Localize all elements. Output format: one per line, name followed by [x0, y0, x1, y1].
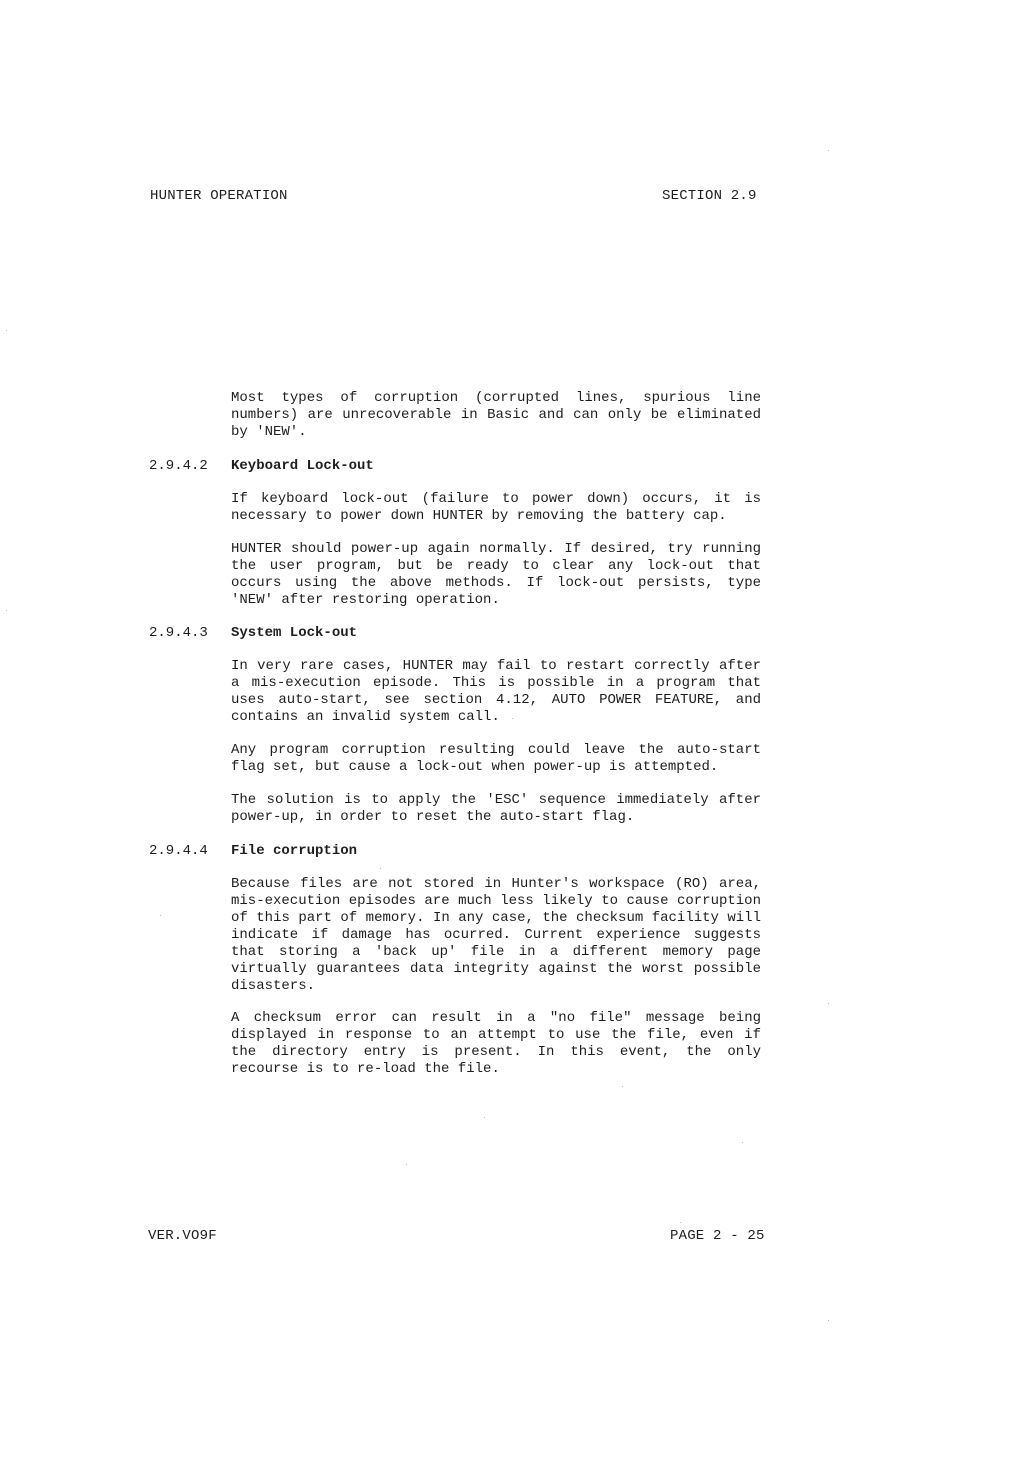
- section-heading: System Lock-out: [231, 625, 358, 641]
- scan-speck: [380, 868, 381, 869]
- scan-speck: [622, 1086, 623, 1087]
- scan-speck: [742, 1142, 743, 1143]
- body-paragraph: Because files are not stored in Hunter's workspace (RO) area, mis-execution episodes are much less likely to cause corruption of this part of memory. In any case, the checksum facility will indicate if damage has ocurred. Current experience suggests that storing a 'back up' file in a different memory page virtually guarantees data integrity against the worst possible disasters.: [231, 876, 761, 994]
- scan-speck: [828, 150, 829, 151]
- body-paragraph: Any program corruption resulting could leave the auto-start flag set, but cause a lock-out when power-up is attempted.: [231, 742, 761, 775]
- scan-speck: [828, 1320, 829, 1321]
- body-paragraph: If keyboard lock-out (failure to power down) occurs, it is necessary to power down HUNTER by removing the battery cap.: [231, 491, 761, 524]
- page-number: PAGE 2 - 25: [670, 1228, 765, 1244]
- running-header-title: HUNTER OPERATION: [150, 188, 288, 204]
- section-heading: File corruption: [231, 843, 358, 859]
- running-footer-version: VER.VO9F: [148, 1228, 217, 1244]
- scan-speck: [828, 1003, 829, 1004]
- section-number: 2.9.4.4: [149, 843, 208, 859]
- intro-paragraph: Most types of corruption (corrupted lines, spurious line numbers) are unrecoverable in Basic and can only be eliminated by 'NEW'.: [231, 390, 761, 440]
- scan-speck: [484, 1117, 485, 1118]
- body-paragraph: The solution is to apply the 'ESC' sequence immediately after power-up, in order to reset the auto-start flag.: [231, 792, 761, 825]
- body-paragraph: In very rare cases, HUNTER may fail to restart correctly after a mis-execution episode. This is possible in a program that uses auto-start, see section 4.12, AUTO POWER FEATURE, and contains an invalid system call.: [231, 658, 761, 725]
- scan-speck: [512, 718, 513, 719]
- body-paragraph: A checksum error can result in a "no file" message being displayed in response to an attempt to use the file, even if the directory entry is present. In this event, the only recourse is to re-load the file.: [231, 1010, 761, 1077]
- scan-speck: [406, 1164, 407, 1165]
- scan-speck: [6, 610, 7, 611]
- section-number: 2.9.4.3: [149, 625, 208, 641]
- section-heading: Keyboard Lock-out: [231, 458, 374, 474]
- scan-speck: [160, 915, 161, 916]
- running-header-section: SECTION 2.9: [662, 188, 757, 204]
- section-number: 2.9.4.2: [149, 458, 208, 474]
- scan-speck: [6, 330, 7, 331]
- body-paragraph: HUNTER should power-up again normally. If desired, try running the user program, but be ready to clear any lock-out that occurs using the above methods. If lock-out persists, type 'NEW' after restoring operation.: [231, 541, 761, 608]
- scan-speck: [680, 1222, 681, 1223]
